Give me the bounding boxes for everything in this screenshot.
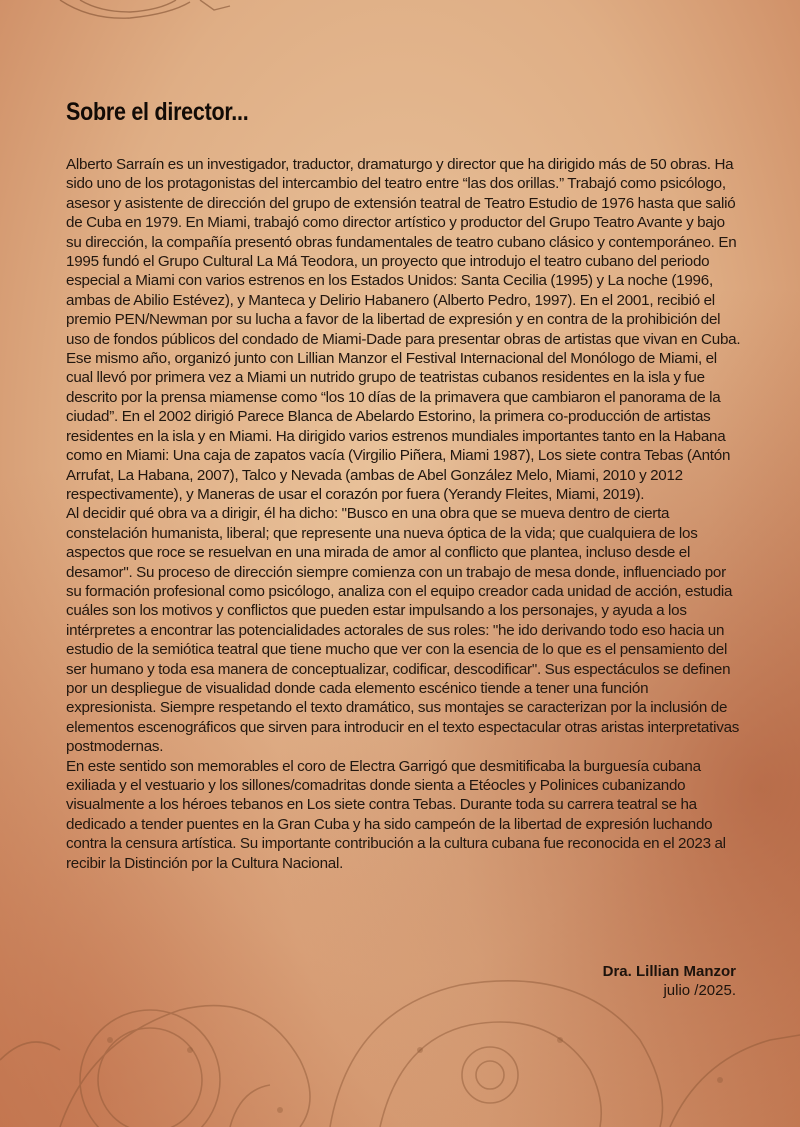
author-name: Dra. Lillian Manzor (602, 963, 736, 980)
signature-date: julio /2025. (663, 982, 736, 999)
top-ornament (60, 0, 230, 18)
bottom-ornament (0, 981, 800, 1127)
paragraph-2: Al decidir qué obra va a dirigir, él ha dicho: "Busco en una obra que se mueva dentro de cierta constelación humanista, liberal; que represente una nueva óptica de la vida; que cualquiera de los aspectos que roce se resuelvan en una mirada de amor al conflicto que plantea, incluso desde el desamor". Su proceso de dirección siempre comienza con un trabajo de mesa donde, influenciado por su formación profesional como psicólogo, analiza con el equipo creador cada unidad de acción, estudia cuáles son los motivos y conflictos que pueden estar impulsando a los personajes, y ayuda a los intérpretes a encontrar las potencialidades actorales de sus roles: "he ido derivando todo eso hacia un estudio de la semiótica teatral que tiene mucho que ver con la esencia de lo que es el pensamiento del ser humano y toda esa manera de conceptualizar, codificar, descodificar". Sus espectáculos se definen por un despliegue de visualidad donde cada elemento escénico tiende a tener una función expresionista. Siempre respetando el texto dramático, sus montajes se caracterizan por la inclusión de elementos escenográficos que sirven para introducir en el texto espectacular otras aristas interpretativas postmodernas. (66, 505, 740, 756)
signature-block (603, 962, 736, 1000)
article-body (66, 155, 742, 873)
article (66, 98, 742, 873)
paragraph-3: En este sentido son memorables el coro de Electra Garrigó que desmitificaba la burguesía cubana exiliada y el vestuario y los sillones/comadritas donde sienta a Etéocles y Polinices cubanizando visualmente a los héroes tebanos en Los siete contra Tebas. Durante toda su carrera teatral se ha dedicado a tender puentes en la Gran Cuba y ha sido campeón de la libertad de expresión luchando contra la censura artística. Su importante contribución a la cultura cubana fue reconocida en el 2023 al recibir la Distinción por la Cultura Nacional. (66, 757, 726, 872)
paragraph-1: Alberto Sarraín es un investigador, traductor, dramaturgo y director que ha dirigido más de 50 obras. Ha sido uno de los protagonistas del intercambio del teatro entre “las dos orillas.” Trabajó como psicólogo, asesor y asistente de dirección del grupo de extensión teatral de Teatro Estudio de 1976 hasta que salió de Cuba en 1979. En Miami, trabajó como director artístico y productor del Grupo Teatro Avante y bajo su dirección, la compañía presentó obras fundamentales de teatro cubano clásico y contemporáneo. En 1995 fundó el Grupo Cultural La Má Teodora, un proyecto que introdujo el teatro cubano del periodo especial a Miami con varios estrenos en los Estados Unidos: Santa Cecilia (1995) y La noche (1996, ambas de Abilio Estévez), y Manteca y Delirio Habanero (Alberto Pedro, 1997). En el 2001, recibió el premio PEN/Newman por su lucha a favor de la libertad de expresión y en contra de la prohibición del uso de fondos públicos del condado de Miami-Dade para presentar obras de artistas que vivan en Cuba. Ese mismo año, organizó junto con Lillian Manzor el Festival Internacional del Monólogo de Miami, el cual llevó por primera vez a Miami un nutrido grupo de teatristas cubanos residentes en la isla y fue descrito por la prensa miamense como “los 10 días de la primavera que cambiaron el panorama de la ciudad”. En el 2002 dirigió Parece Blanca de Abelardo Estorino, la primera co-producción de artistas residentes en la isla y en Miami. Ha dirigido varios estrenos mundiales importantes tanto en la Habana como en Miami: Una caja de zapatos vacía (Virgilio Piñera, Miami 1987), Los siete contra Tebas (Antón Arrufat, La Habana, 2007), Talco y Nevada (ambas de Abel González Melo, Miami, 2010 y 2012 respectivamente), y Maneras de usar el corazón por fuera (Yerandy Fleites, Miami, 2019). (66, 156, 741, 503)
page-title: Sobre el director... (66, 98, 249, 126)
bottom-ornament-dots (107, 1037, 723, 1113)
